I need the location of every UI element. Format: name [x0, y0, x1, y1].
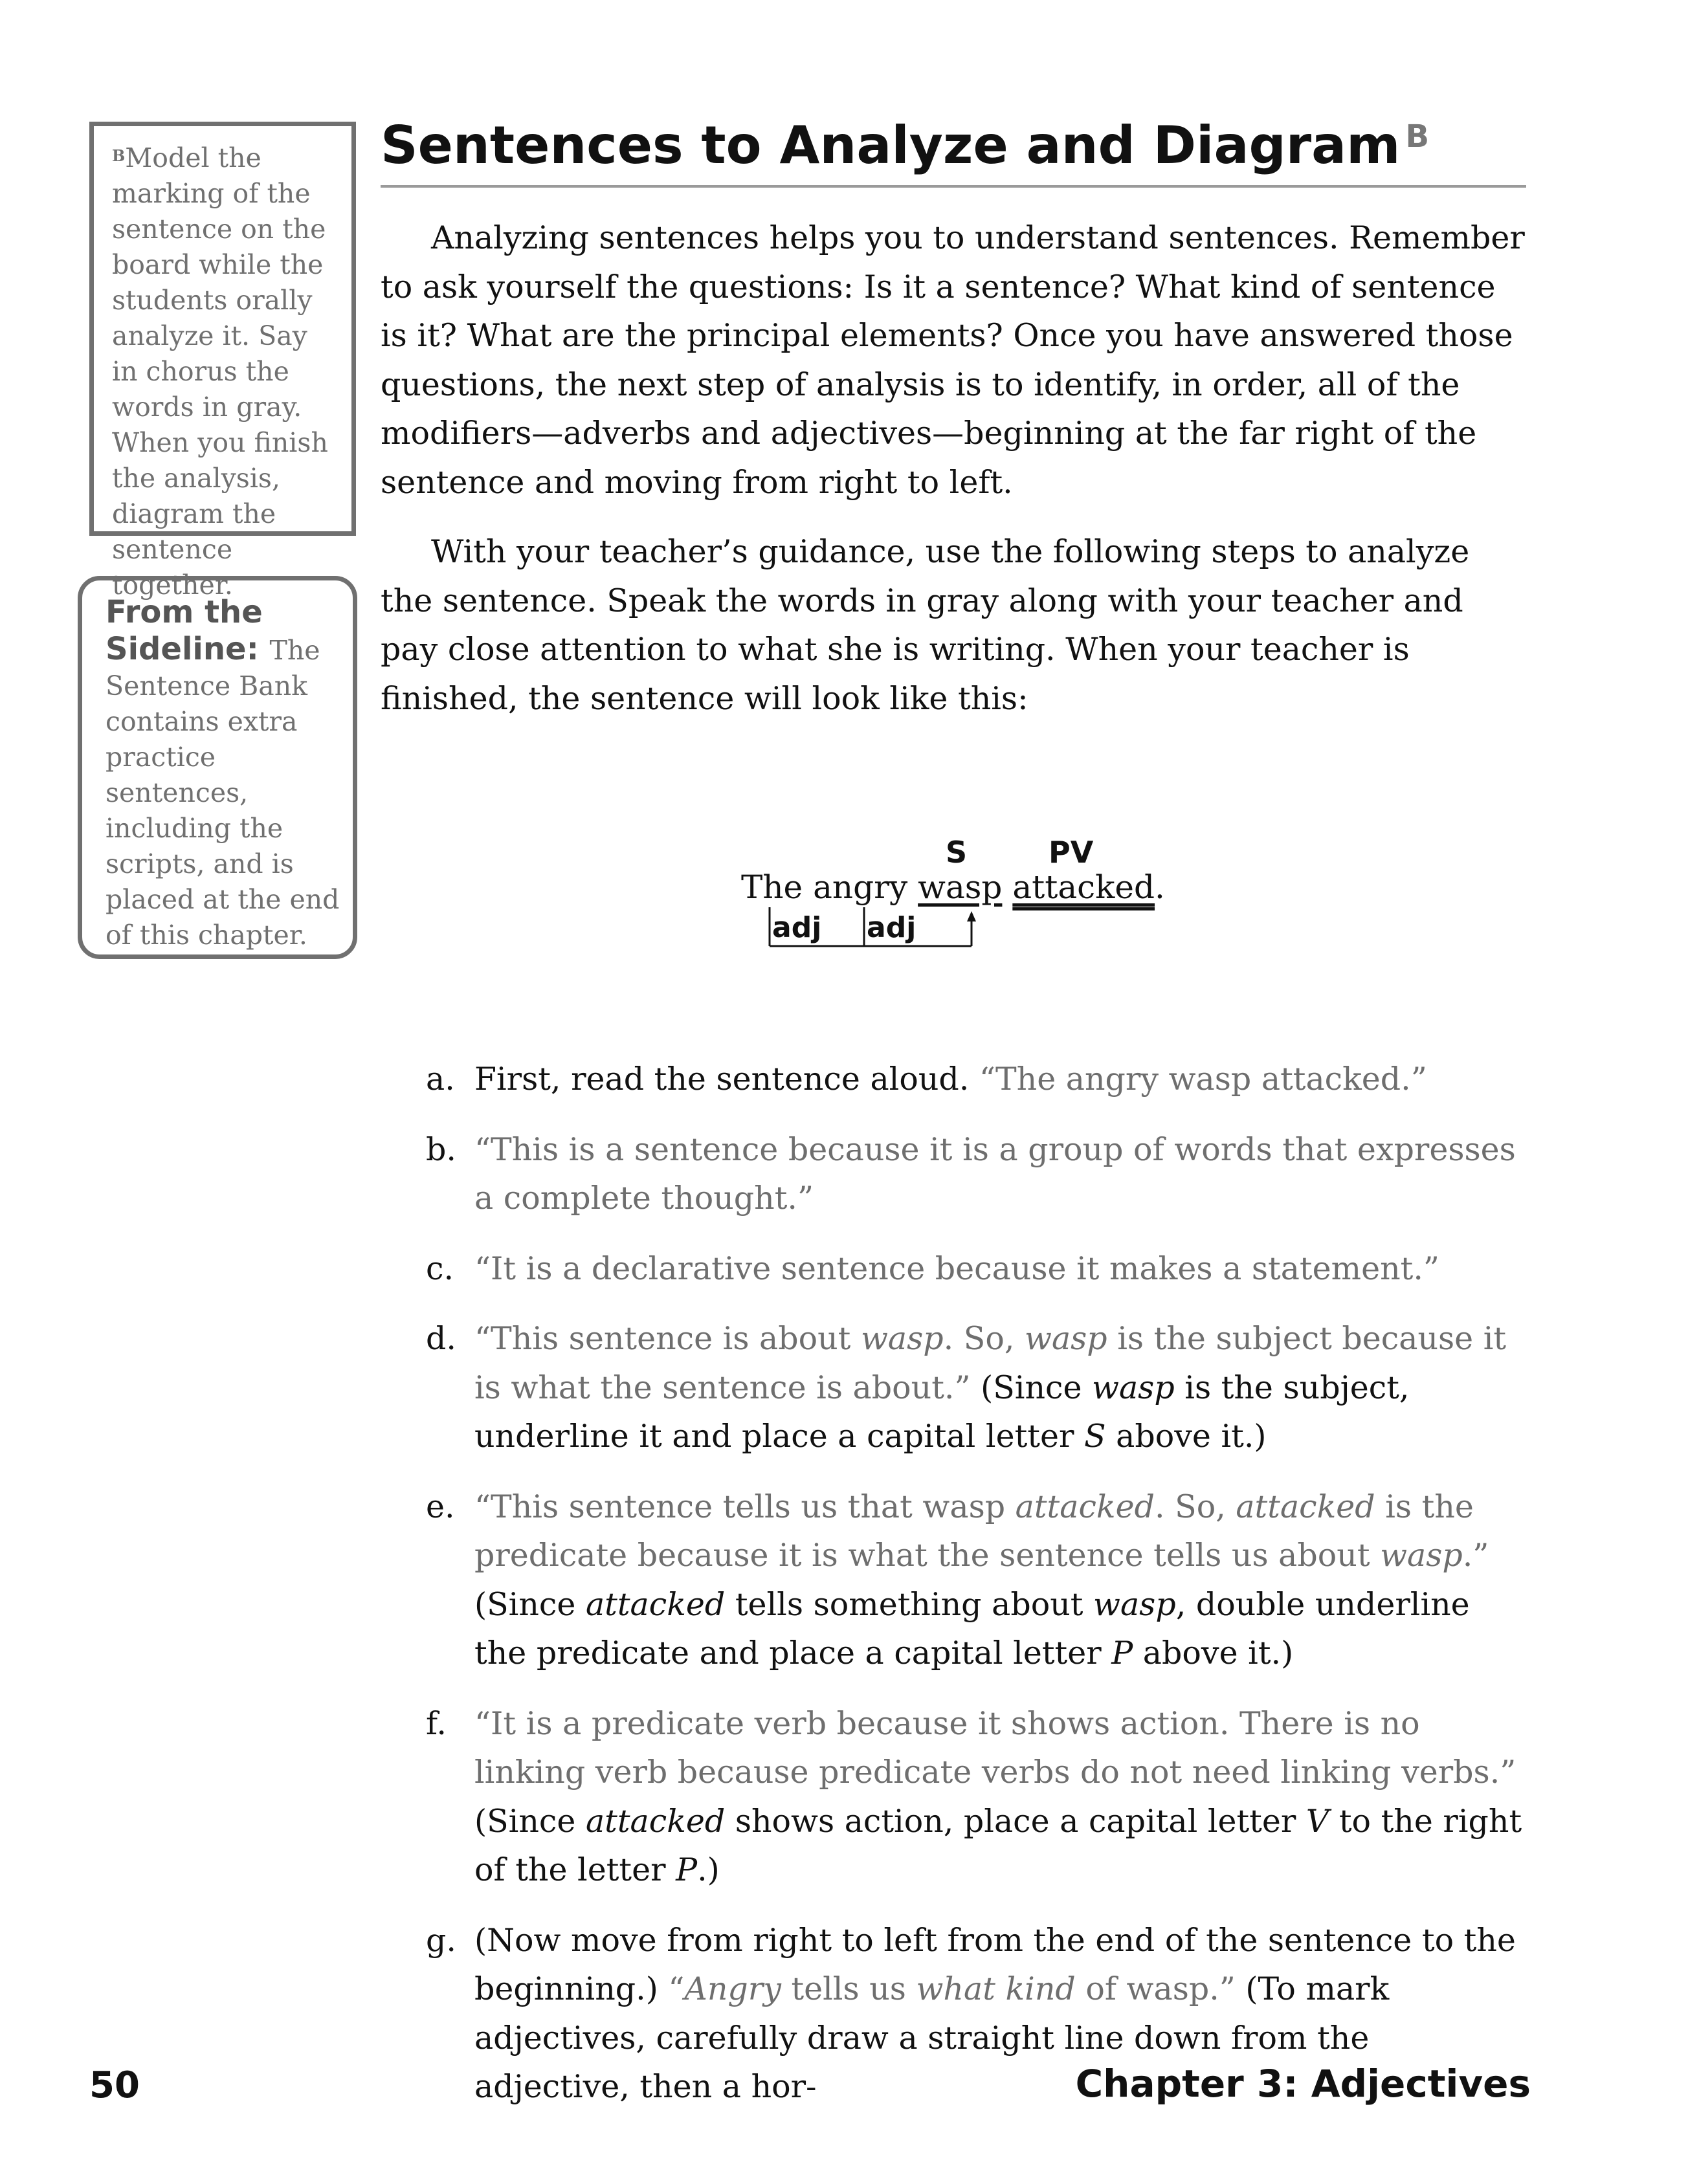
list-item: c. “It is a declarative sentence because it makes a statement.”: [426, 1250, 1439, 1287]
intro-p1-text: Analyzing sentences helps you to understand sentences. Remember to ask yourself the questions: Is it a sentence? What kind of sentence is it? What are the principal elements? Once you have answered those questions, the next step of analysis is to identify, in order, all of the modifiers—adverbs and adjectives—beginning at the far right of the sentence and moving from right to left.: [381, 219, 1525, 501]
list-item: d. “This sentence is about wasp. So, wasp is the subject because it is what the sentence is about.” (Since wasp is the subject, underline it and place a capital letter S above it.): [426, 1320, 1507, 1455]
intro-p2-text: With your teacher’s guidance, use the following steps to analyze the sentence. Speak the words in gray along with your teacher and pay close attention to what she is writing. When your teacher is finished, the sentence will look like this:: [381, 533, 1470, 717]
intro-paragraph-1: [381, 214, 1526, 507]
teacher-note-text: Model the marking of the sentence on the board while the students orally analyze it. Say in chorus the words in gray. When you finish the analysis, diagram the sentence together.: [112, 142, 328, 601]
page-title: [381, 110, 1526, 188]
list-item: a. First, read the sentence aloud. “The angry wasp attacked.”: [426, 1061, 1427, 1098]
analysis-steps: [426, 1055, 1526, 2133]
sentence-period: .: [1155, 868, 1165, 906]
intro-paragraph-2: [381, 527, 1526, 723]
list-item: g. (Now move from right to left from the end of the sentence to the beginning.) “Angry tells us what kind of wasp.” (To mark adjectives, carefully draw a straight line down from the adjective, then a hor-: [426, 1921, 1516, 2105]
adjective-arrows: [741, 835, 1194, 964]
adj-label-1: adj: [772, 911, 822, 944]
sideline-box: From the Sideline: The Sentence Bank contains extra practice sentences, including the scripts, and is placed at the end of this chapter.: [78, 576, 357, 959]
title-marker: B: [1405, 118, 1430, 155]
word-the: The: [741, 868, 803, 906]
predicate-verb-label: PV: [1049, 835, 1094, 870]
sideline-heading: From the Sideline: [105, 594, 263, 667]
chapter-title: Chapter 3: Adjectives: [1075, 2062, 1531, 2106]
page-number: 50: [89, 2064, 140, 2106]
teacher-note-box: [89, 122, 356, 601]
word-attacked: attacked: [1012, 868, 1155, 906]
sideline-text: The Sentence Bank contains extra practice sentences, including the scripts, and is placed at the end of this chapter.: [105, 635, 340, 951]
note-marker: B: [112, 146, 126, 165]
word-wasp: wasp: [918, 868, 1003, 906]
list-item: f. “It is a predicate verb because it shows action. There is no linking verb because predicate verbs do not need linking verbs.” (Since attacked shows action, place a capital letter V to the right of the letter P.): [426, 1704, 1522, 1888]
page-title-text: Sentences to Analyze and Diagram: [381, 115, 1401, 175]
word-angry: angry: [813, 868, 908, 906]
list-item: e. “This sentence tells us that wasp attacked. So, attacked is the predicate because it is what the sentence tells us about wasp.” (Since attacked tells something about wasp, double underline the predicate and place a capital letter P above it.): [426, 1488, 1489, 1671]
adj-label-2: adj: [867, 911, 916, 944]
subject-label: S: [946, 835, 968, 870]
sentence-diagram: [741, 835, 1194, 964]
list-item: b. “This is a sentence because it is a group of words that expresses a complete thought.”: [426, 1131, 1516, 1217]
